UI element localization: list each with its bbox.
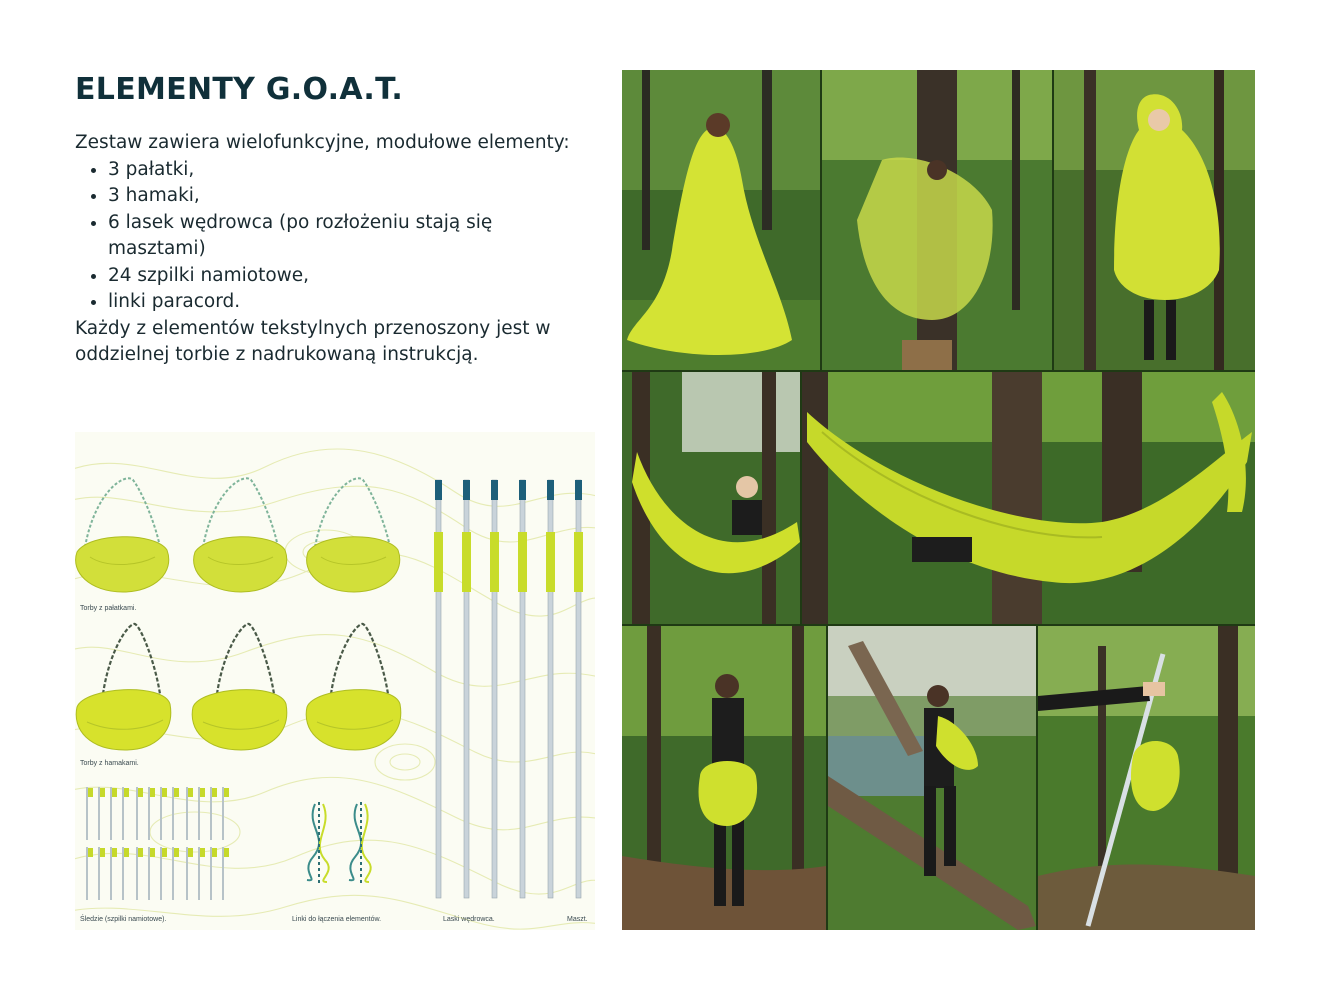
list-item: • linki paracord.	[108, 289, 595, 316]
photo-log-climb	[828, 626, 1036, 930]
photo-bag-carry	[622, 626, 826, 930]
caption-mast: Maszt.	[567, 916, 588, 923]
tent-stakes	[87, 787, 223, 900]
list-item: • 3 hamaki,	[108, 183, 595, 210]
caption-cords: Linki do łączenia elementów.	[292, 916, 382, 923]
photo-collage	[622, 70, 1255, 930]
list-item: • 3 pałatki,	[108, 157, 595, 184]
photo-poncho-walking	[622, 70, 820, 370]
product-flatlay-image	[75, 432, 595, 930]
photo-hammock-lying	[622, 372, 800, 624]
photo-poncho-hood	[1054, 70, 1255, 370]
caption-poles: Laski wędrowca.	[443, 916, 495, 923]
page-title: ELEMENTY G.O.A.T.	[75, 72, 404, 107]
caption-poncho-bags: Torby z pałatkami.	[80, 605, 137, 612]
topo-background	[75, 432, 595, 930]
hiking-poles	[434, 480, 583, 898]
intro-block	[75, 130, 595, 369]
intro-text: Zestaw zawiera wielofunkcyjne, modułowe elementy:	[75, 132, 570, 153]
list-item: • 24 szpilki namiotowe,	[108, 263, 595, 290]
photo-pole-mast	[1038, 626, 1255, 930]
elements-list	[75, 157, 595, 316]
photo-poncho-motion	[822, 70, 1052, 370]
caption-hammock-bags: Torby z hamakami.	[80, 760, 139, 767]
footer-text: Każdy z elementów tekstylnych przenoszony jest w oddzielnej torbie z nadrukowaną instrukcją.	[75, 317, 551, 365]
list-item: • 6 lasek wędrowca (po rozłożeniu stają się masztami)	[108, 210, 595, 263]
hammock-bags	[76, 624, 401, 750]
caption-stakes: Śledzie (szpilki namiotowe).	[80, 916, 167, 923]
photo-hammock-wide	[802, 372, 1255, 624]
